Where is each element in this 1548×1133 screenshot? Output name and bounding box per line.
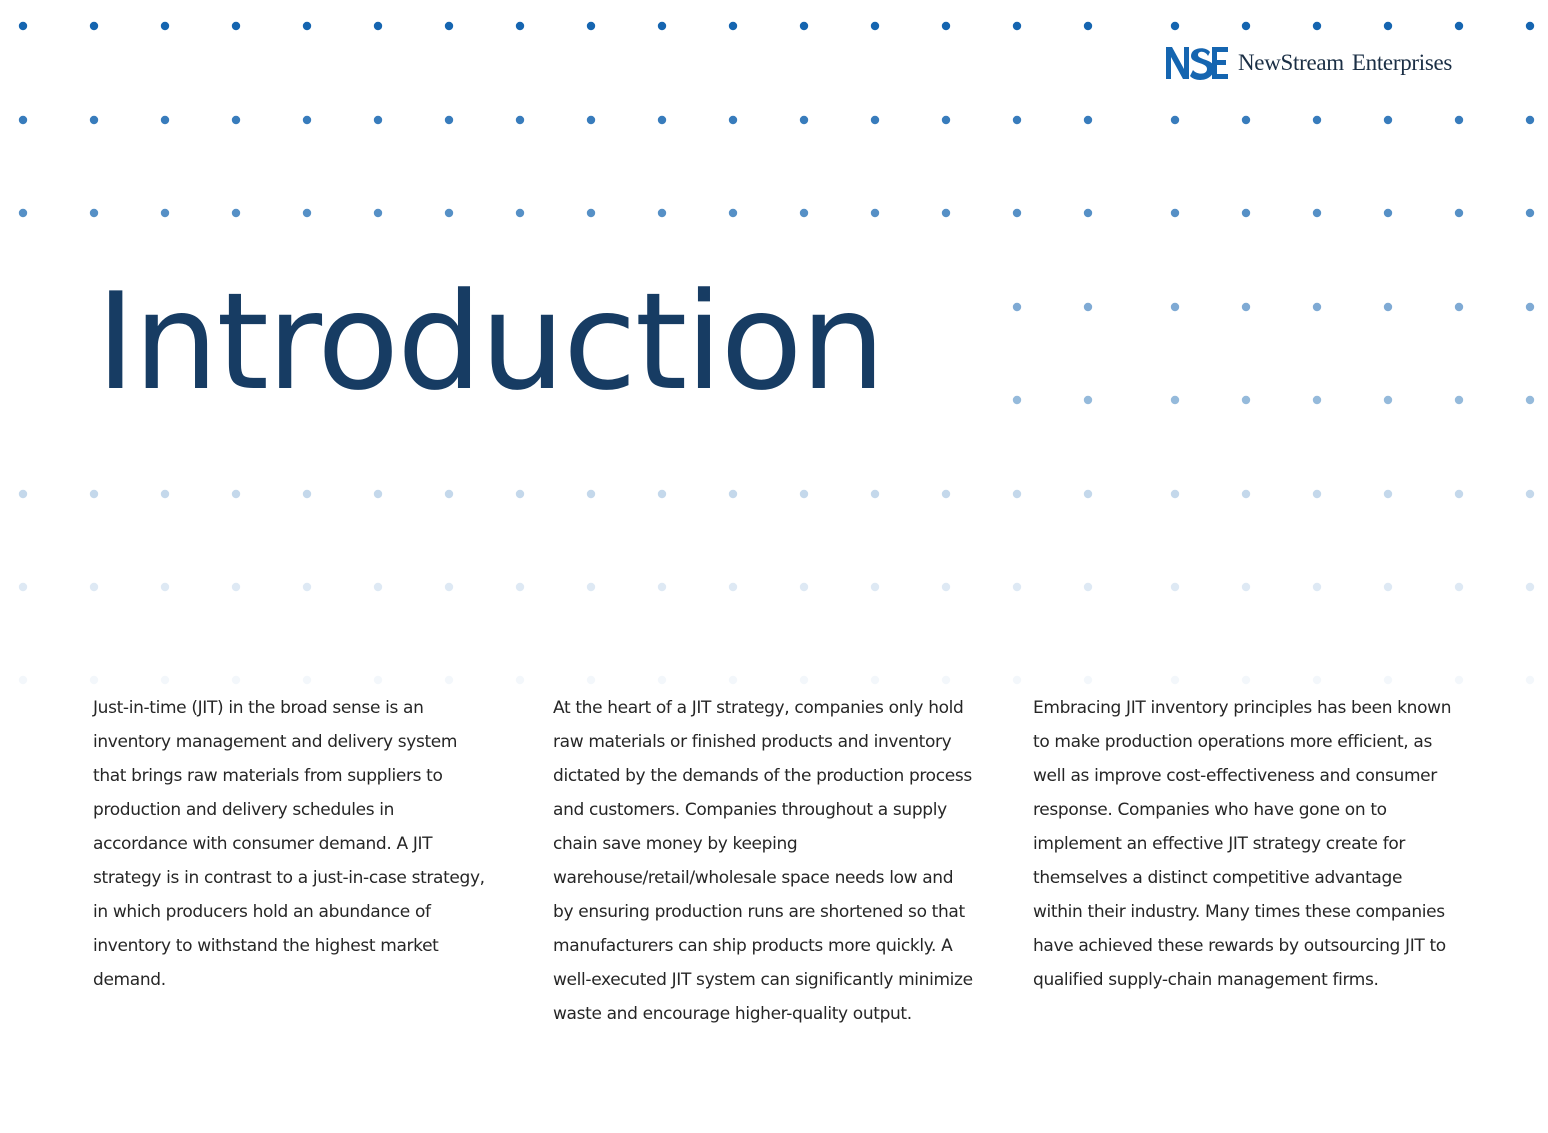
decorative-dot	[1242, 209, 1250, 217]
decorative-dot	[942, 116, 950, 124]
decorative-dot	[1171, 490, 1179, 498]
decorative-dot	[1526, 116, 1534, 124]
decorative-dot	[303, 22, 311, 30]
decorative-dot	[800, 209, 808, 217]
decorative-dot	[1084, 490, 1092, 498]
intro-paragraph-3: Embracing JIT inventory principles has been known to make production operations more efficient, as well as improve cost-effectiveness and consumer response. Companies who have gone on to implement an effective JIT strategy create for themselves a distinct competitive advantage within their industry. Many times these companies have achieved these rewards by outsourcing JIT to qualified supply-chain management firms.	[1033, 698, 1452, 990]
decorative-dot	[1384, 116, 1392, 124]
decorative-dot	[516, 22, 524, 30]
decorative-dot	[1313, 116, 1321, 124]
decorative-dot	[1242, 583, 1250, 591]
decorative-dot	[1313, 676, 1321, 684]
decorative-dot	[1084, 116, 1092, 124]
decorative-dot	[19, 209, 27, 217]
decorative-dot	[1313, 209, 1321, 217]
decorative-dot	[1242, 303, 1250, 311]
decorative-dot	[1526, 583, 1534, 591]
decorative-dot	[587, 583, 595, 591]
decorative-dot	[1013, 396, 1021, 404]
decorative-dot	[1384, 676, 1392, 684]
decorative-dot	[1313, 583, 1321, 591]
decorative-dot	[161, 116, 169, 124]
decorative-dot	[161, 490, 169, 498]
decorative-dot	[871, 490, 879, 498]
decorative-dot	[871, 22, 879, 30]
decorative-dot	[1171, 676, 1179, 684]
decorative-dot	[942, 22, 950, 30]
nse-logo-icon	[1166, 45, 1228, 81]
decorative-dot	[232, 22, 240, 30]
decorative-dot	[1455, 116, 1463, 124]
decorative-dot	[161, 209, 169, 217]
intro-paragraph-1: Just-in-time (JIT) in the broad sense is an inventory management and delivery system that brings raw materials from suppliers to production and delivery schedules in accordance with consumer demand. A JIT strategy is in contrast to a just-in-case strategy, in which producers hold an abundance of inventory to withstand the highest market demand.	[93, 698, 485, 990]
decorative-dot	[1526, 490, 1534, 498]
decorative-dot	[800, 22, 808, 30]
decorative-dot	[1455, 303, 1463, 311]
decorative-dot	[232, 490, 240, 498]
decorative-dot	[871, 116, 879, 124]
decorative-dot	[1384, 583, 1392, 591]
company-name-second: Enterprises	[1351, 50, 1453, 75]
decorative-dot	[516, 116, 524, 124]
decorative-dot	[445, 209, 453, 217]
decorative-dot	[1013, 583, 1021, 591]
decorative-dot	[1084, 396, 1092, 404]
decorative-dot	[90, 490, 98, 498]
decorative-dot	[800, 490, 808, 498]
decorative-dot	[942, 209, 950, 217]
decorative-dot	[729, 583, 737, 591]
decorative-dot	[942, 676, 950, 684]
decorative-dot	[90, 583, 98, 591]
decorative-dot	[516, 676, 524, 684]
decorative-dot	[1526, 22, 1534, 30]
decorative-dot	[19, 490, 27, 498]
decorative-dot	[942, 490, 950, 498]
decorative-dot	[1242, 116, 1250, 124]
decorative-dot	[516, 209, 524, 217]
decorative-dot	[1171, 303, 1179, 311]
decorative-dot	[1384, 303, 1392, 311]
decorative-dot	[303, 583, 311, 591]
decorative-dot	[1455, 583, 1463, 591]
decorative-dot	[1013, 116, 1021, 124]
decorative-dot	[871, 676, 879, 684]
decorative-dot	[1313, 490, 1321, 498]
decorative-dot	[1013, 490, 1021, 498]
decorative-dot	[445, 676, 453, 684]
decorative-dot	[1526, 676, 1534, 684]
decorative-dot	[1384, 22, 1392, 30]
company-name-first: NewStream	[1238, 50, 1344, 75]
decorative-dot	[729, 676, 737, 684]
decorative-dot	[1526, 303, 1534, 311]
decorative-dot	[374, 116, 382, 124]
decorative-dot	[1242, 676, 1250, 684]
decorative-dot	[658, 116, 666, 124]
decorative-dot	[90, 676, 98, 684]
decorative-dot	[729, 209, 737, 217]
decorative-dot	[800, 116, 808, 124]
decorative-dot	[1384, 490, 1392, 498]
decorative-dot	[942, 583, 950, 591]
decorative-dot	[374, 22, 382, 30]
decorative-dot	[445, 490, 453, 498]
decorative-dot	[445, 583, 453, 591]
decorative-dot	[1455, 209, 1463, 217]
decorative-dot	[303, 490, 311, 498]
page-title: Introduction	[96, 264, 884, 420]
decorative-dot	[1013, 303, 1021, 311]
decorative-dot	[1084, 209, 1092, 217]
decorative-dot	[19, 676, 27, 684]
decorative-dot	[1084, 303, 1092, 311]
decorative-dot	[303, 209, 311, 217]
decorative-dot	[1455, 676, 1463, 684]
decorative-dot	[1013, 676, 1021, 684]
decorative-dot	[1384, 209, 1392, 217]
decorative-dot	[232, 116, 240, 124]
decorative-dot	[1526, 396, 1534, 404]
decorative-dot	[871, 209, 879, 217]
decorative-dot	[1242, 490, 1250, 498]
decorative-dot	[587, 490, 595, 498]
decorative-dot	[658, 209, 666, 217]
decorative-dot	[1013, 209, 1021, 217]
decorative-dot	[1171, 396, 1179, 404]
decorative-dot	[800, 583, 808, 591]
decorative-dot	[1084, 676, 1092, 684]
decorative-dot	[1171, 22, 1179, 30]
decorative-dot	[374, 583, 382, 591]
decorative-dot	[516, 490, 524, 498]
decorative-dot	[658, 676, 666, 684]
company-name	[1238, 50, 1452, 76]
decorative-dot	[1242, 22, 1250, 30]
decorative-dot	[90, 209, 98, 217]
decorative-dot	[1013, 22, 1021, 30]
decorative-dot	[1084, 22, 1092, 30]
decorative-dot	[1313, 22, 1321, 30]
decorative-dot	[587, 209, 595, 217]
decorative-dot	[19, 116, 27, 124]
decorative-dot	[1171, 209, 1179, 217]
decorative-dot	[90, 116, 98, 124]
decorative-dot	[658, 22, 666, 30]
decorative-dot	[374, 209, 382, 217]
decorative-dot	[729, 116, 737, 124]
decorative-dot	[729, 22, 737, 30]
decorative-dot	[516, 583, 524, 591]
decorative-dot	[587, 116, 595, 124]
decorative-dot	[232, 676, 240, 684]
decorative-dot	[658, 490, 666, 498]
decorative-dot	[1313, 303, 1321, 311]
decorative-dot	[19, 583, 27, 591]
decorative-dot	[1455, 22, 1463, 30]
decorative-dot	[232, 583, 240, 591]
decorative-dot	[161, 676, 169, 684]
decorative-dot	[1171, 116, 1179, 124]
decorative-dot	[232, 209, 240, 217]
decorative-dot	[1455, 490, 1463, 498]
decorative-dot	[1242, 396, 1250, 404]
decorative-dot	[303, 116, 311, 124]
decorative-dot	[1526, 209, 1534, 217]
decorative-dot	[1171, 583, 1179, 591]
decorative-dot	[871, 583, 879, 591]
decorative-dot	[161, 22, 169, 30]
decorative-dot	[1084, 583, 1092, 591]
decorative-dot	[445, 22, 453, 30]
decorative-dot	[587, 676, 595, 684]
decorative-dot	[19, 22, 27, 30]
decorative-dot	[1313, 396, 1321, 404]
decorative-dot	[90, 22, 98, 30]
decorative-dot	[1455, 396, 1463, 404]
decorative-dot	[587, 22, 595, 30]
decorative-dot	[374, 490, 382, 498]
decorative-dot	[658, 583, 666, 591]
decorative-dot	[1384, 396, 1392, 404]
decorative-dot	[161, 583, 169, 591]
decorative-dot	[374, 676, 382, 684]
decorative-dot	[729, 490, 737, 498]
decorative-dot	[800, 676, 808, 684]
company-logo	[1162, 44, 1456, 82]
decorative-dot	[303, 676, 311, 684]
decorative-dot	[445, 116, 453, 124]
intro-paragraph-2: At the heart of a JIT strategy, companies only hold raw materials or finished products and inventory dictated by the demands of the production process and customers. Companies throughout a supply chain save money by keeping warehouse/retail/wholesale space needs low and by ensuring production runs are shortened so that manufacturers can ship products more quickly. A well-executed JIT system can significantly minimize waste and encourage higher-quality output.	[553, 698, 973, 1024]
